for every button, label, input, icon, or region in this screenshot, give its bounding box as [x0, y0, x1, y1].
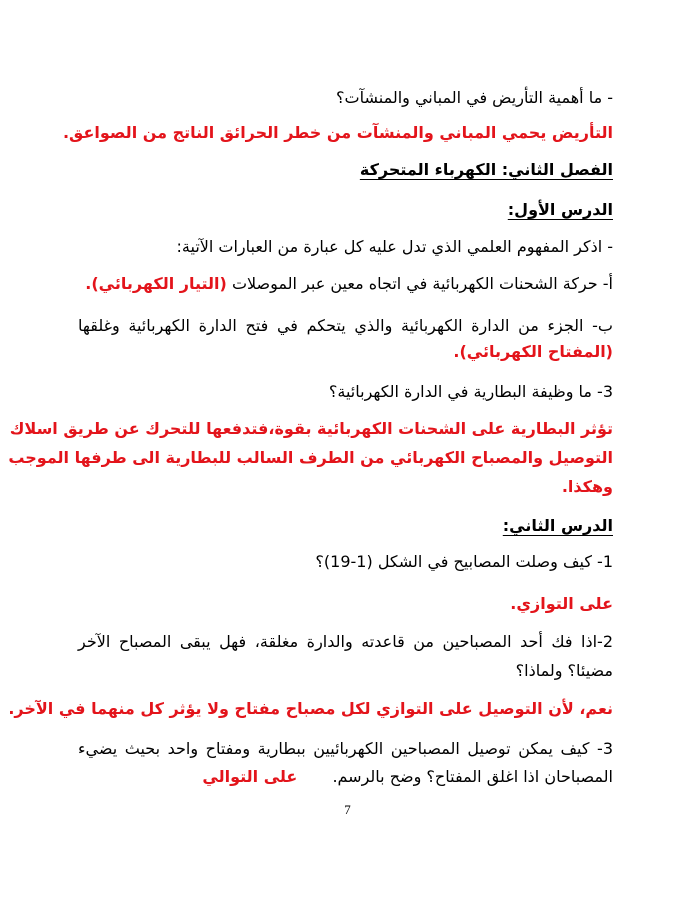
chapter-title: الفصل الثاني: الكهرباء المتحركة [359, 160, 613, 179]
lesson-two-heading: الدرس الثاني: [502, 516, 613, 535]
page-number: 7 [344, 802, 351, 817]
instruction-define-concepts: - اذكر المفهوم العلمي الذي تدل عليه كل عبارة من العبارات الآتية: [176, 237, 613, 256]
answer-grounding: التأريض يحمي المباني والمنشآت من خطر الحرائق الناتج من الصواعق. [62, 123, 613, 142]
question-remove-lamp-line-1: 2-اذا فك أحد المصباحين من قاعدته والدارة مغلقة، فهل يبقى المصباح الآخر [78, 632, 613, 651]
question-battery-function: 3- ما وظيفة البطارية في الدارة الكهربائية؟ [328, 382, 613, 401]
item-a-text: أ- حركة الشحنات الكهربائية في اتجاه معين عبر الموصلات [231, 274, 613, 293]
question-lamps-connection: 1- كيف وصلت المصابيح في الشكل (1-19)؟ [315, 552, 613, 571]
question-series-text: المصباحان اذا اغلق المفتاح؟ وضح بالرسم. [332, 767, 613, 786]
item-b: ب- الجزء من الدارة الكهربائية والذي يتحكم في فتح الدارة الكهربائية وغلقها [78, 316, 613, 335]
answer-battery-line-1: تؤثر البطارية على الشحنات الكهربائية بقوة،فتدفعها للتحرك عن طريق اسلاك [9, 419, 613, 438]
question-series-line-2 [202, 765, 613, 789]
question-remove-lamp-line-2: مضيئا؟ ولماذا؟ [515, 661, 613, 680]
answer-series: على التوالي [202, 767, 298, 786]
item-a [85, 272, 613, 296]
lesson-one-heading: الدرس الأول: [507, 200, 613, 219]
item-a-answer: (التيار الكهربائي). [85, 274, 227, 293]
answer-battery-line-2: التوصيل والمصباح الكهربائي من الطرف السالب للبطارية الى طرفها الموجب [8, 448, 613, 467]
question-series-line-1: 3- كيف يمكن توصيل المصباحين الكهربائيين ببطارية ومفتاح واحد بحيث يضيء [78, 739, 613, 758]
answer-remove-lamp: نعم، لأن التوصيل على التوازي لكل مصباح مفتاح ولا يؤثر كل منهما في الآخر. [8, 699, 613, 718]
question-grounding-importance: - ما أهمية التأريض في المباني والمنشآت؟ [336, 88, 613, 107]
answer-parallel: على التوازي. [510, 594, 613, 613]
answer-battery-line-3: وهكذا. [561, 477, 613, 496]
item-b-answer: (المفتاح الكهربائي). [453, 342, 613, 361]
